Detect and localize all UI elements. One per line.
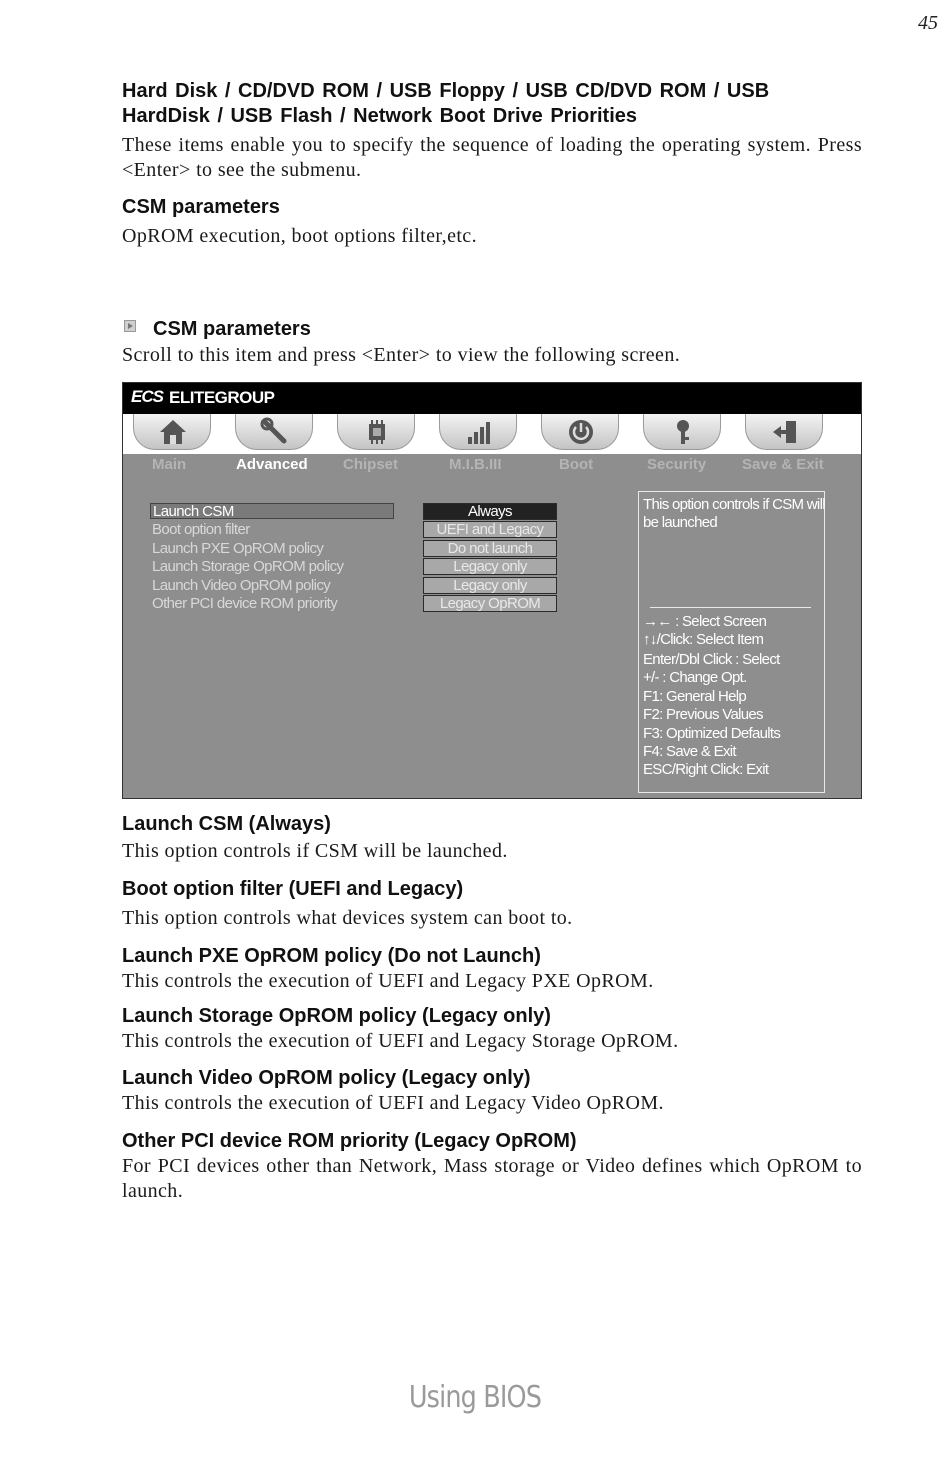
desc-text: This controls the execution of UEFI and Legacy Video OpROM. (122, 1092, 664, 1114)
help-divider (650, 607, 811, 608)
home-icon (158, 417, 188, 447)
power-icon (566, 417, 596, 447)
csm-intro-heading: CSM parameters (122, 196, 280, 218)
value-pci-rom-priority[interactable]: Legacy OpROM (423, 595, 557, 612)
wrench-icon (260, 417, 290, 447)
desc-heading: Other PCI device ROM priority (Legacy OpROM) (122, 1130, 577, 1152)
desc-boot-filter (122, 877, 862, 931)
tab-main-icon[interactable] (133, 414, 211, 450)
chart-icon (464, 417, 494, 447)
desc-heading: Boot option filter (UEFI and Legacy) (122, 878, 464, 900)
exit-door-icon (770, 417, 800, 447)
option-pci-rom-priority[interactable]: Other PCI device ROM priority (152, 595, 338, 612)
value-boot-filter[interactable]: UEFI and Legacy (423, 521, 557, 538)
csm-intro-text: OpROM execution, boot options filter,etc. (122, 225, 477, 247)
help-key-enter: Enter/Dbl Click : Select (643, 651, 780, 668)
chip-icon (362, 417, 392, 447)
option-boot-filter[interactable]: Boot option filter (152, 521, 250, 538)
csm-section-text: Scroll to this item and press <Enter> to view the following screen. (122, 344, 681, 366)
help-description: This option controls if CSM will be launched (643, 496, 825, 531)
tab-mib-icon[interactable] (439, 414, 517, 450)
help-key-f2: F2: Previous Values (643, 706, 763, 723)
bios-screen (122, 382, 862, 799)
bios-brand: ELITEGROUP (169, 388, 275, 407)
tab-chipset[interactable]: Chipset (343, 456, 399, 473)
desc-storage-oprom (122, 1004, 862, 1054)
tab-security-icon[interactable] (643, 414, 721, 450)
help-key-select-item: ↑↓/Click: Select Item (643, 631, 764, 648)
desc-heading: Launch CSM (Always) (122, 813, 331, 835)
ecs-logo: ECS (131, 387, 163, 406)
key-icon (668, 417, 698, 447)
csm-section (122, 317, 862, 368)
tab-main[interactable]: Main (152, 456, 187, 473)
desc-text: For PCI devices other than Network, Mass storage or Video defines which OpROM to launch. (122, 1155, 862, 1202)
tab-save-exit-icon[interactable] (745, 414, 823, 450)
csm-intro-section (122, 195, 862, 249)
bios-titlebar (123, 383, 861, 414)
footer-title: Using BIOS (408, 1380, 542, 1415)
intro-section (122, 79, 862, 183)
value-launch-csm[interactable]: Always (423, 503, 557, 520)
intro-text: These items enable you to specify the sequence of loading the operating system. Press <Enter> to see the submenu. (122, 134, 862, 181)
option-video-oprom[interactable]: Launch Video OpROM policy (152, 577, 331, 594)
tab-mib[interactable]: M.I.B.III (449, 456, 502, 473)
desc-text: This option controls what devices system can boot to. (122, 907, 573, 929)
tab-boot[interactable]: Boot (559, 456, 594, 473)
bios-icon-bar (123, 414, 861, 454)
option-pxe-oprom[interactable]: Launch PXE OpROM policy (152, 540, 324, 557)
help-key-f3: F3: Optimized Defaults (643, 725, 781, 742)
desc-text: This controls the execution of UEFI and Legacy Storage OpROM. (122, 1030, 679, 1052)
tab-save-exit[interactable]: Save & Exit (742, 456, 824, 473)
help-key-select-screen: →← : Select Screen (643, 613, 767, 630)
desc-text: This option controls if CSM will be launched. (122, 840, 508, 862)
desc-video-oprom (122, 1066, 862, 1116)
help-key-change-opt: +/- : Change Opt. (643, 669, 747, 686)
section-bullet-icon (124, 320, 136, 332)
option-storage-oprom[interactable]: Launch Storage OpROM policy (152, 558, 344, 575)
intro-heading: Hard Disk / CD/DVD ROM / USB Floppy / USB CD/DVD ROM / USB HardDisk / USB Flash / Network Boot Drive Priorities (122, 80, 770, 127)
value-storage-oprom[interactable]: Legacy only (423, 558, 557, 575)
help-key-esc: ESC/Right Click: Exit (643, 761, 769, 778)
option-launch-csm[interactable]: Launch CSM (150, 503, 394, 519)
desc-text: This controls the execution of UEFI and Legacy PXE OpROM. (122, 970, 654, 992)
desc-pxe-oprom (122, 944, 862, 994)
tab-security[interactable]: Security (647, 456, 707, 473)
desc-pci-rom-priority (122, 1129, 862, 1204)
help-key-f1: F1: General Help (643, 688, 747, 705)
desc-heading: Launch Storage OpROM policy (Legacy only) (122, 1005, 551, 1027)
tab-advanced-icon[interactable] (235, 414, 313, 450)
value-video-oprom[interactable]: Legacy only (423, 577, 557, 594)
bios-tab-bar (123, 454, 861, 476)
page-number: 45 (918, 12, 938, 34)
tab-advanced[interactable]: Advanced (236, 456, 308, 473)
csm-section-heading: CSM parameters (153, 318, 311, 340)
tab-chipset-icon[interactable] (337, 414, 415, 450)
desc-heading: Launch PXE OpROM policy (Do not Launch) (122, 945, 541, 967)
desc-heading: Launch Video OpROM policy (Legacy only) (122, 1067, 531, 1089)
value-pxe-oprom[interactable]: Do not launch (423, 540, 557, 557)
desc-launch-csm (122, 812, 862, 864)
help-key-f4: F4: Save & Exit (643, 743, 736, 760)
tab-boot-icon[interactable] (541, 414, 619, 450)
help-panel (638, 491, 825, 793)
